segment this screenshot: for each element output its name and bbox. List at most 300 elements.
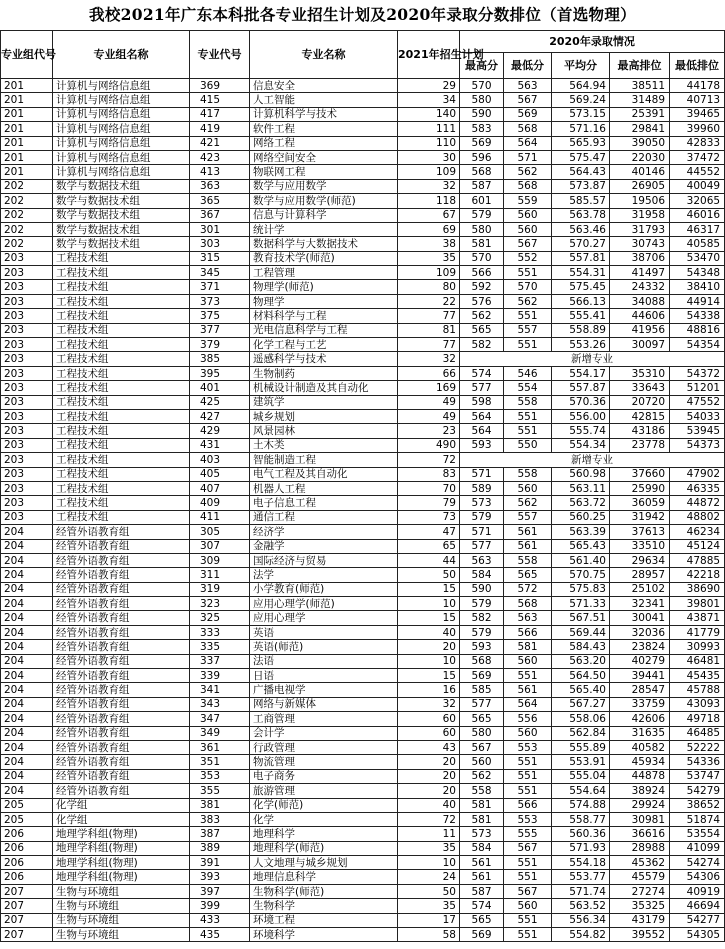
plan-cell: 60: [398, 726, 460, 740]
min-score-cell: 562: [504, 496, 552, 510]
plan-cell: 110: [398, 136, 460, 150]
max-rank-cell: 41497: [610, 266, 670, 280]
max-rank-cell: 28957: [610, 568, 670, 582]
major-code-cell: 363: [190, 179, 250, 193]
group-code-cell: 203: [1, 467, 53, 481]
max-rank-cell: 28988: [610, 841, 670, 855]
max-score-cell: 581: [460, 798, 504, 812]
table-row: [1, 79, 725, 93]
min-rank-cell: 41099: [670, 841, 725, 855]
group-code-cell: 204: [1, 654, 53, 668]
avg-score-cell: 563.72: [552, 496, 610, 510]
avg-score-cell: 556.00: [552, 409, 610, 423]
plan-cell: 16: [398, 683, 460, 697]
min-score-cell: 560: [504, 899, 552, 913]
avg-score-cell: 573.87: [552, 179, 610, 193]
max-rank-cell: 29841: [610, 122, 670, 136]
max-rank-cell: 29924: [610, 798, 670, 812]
group-name-cell: 工程技术组: [53, 251, 190, 265]
group-code-cell: 205: [1, 812, 53, 826]
avg-score-cell: 585.57: [552, 194, 610, 208]
min-score-cell: 566: [504, 798, 552, 812]
avg-score-cell: 563.39: [552, 525, 610, 539]
max-score-cell: 565: [460, 323, 504, 337]
group-name-cell: 经管外语教育组: [53, 712, 190, 726]
avg-score-cell: 575.47: [552, 150, 610, 164]
max-score-cell: 561: [460, 856, 504, 870]
min-rank-cell: 40049: [670, 179, 725, 193]
min-score-cell: 568: [504, 122, 552, 136]
table-row: [1, 194, 725, 208]
plan-cell: 44: [398, 553, 460, 567]
plan-cell: 11: [398, 827, 460, 841]
min-score-cell: 561: [504, 539, 552, 553]
avg-score-cell: 565.43: [552, 539, 610, 553]
avg-score-cell: 554.18: [552, 856, 610, 870]
min-score-cell: 558: [504, 467, 552, 481]
table-row: [1, 438, 725, 452]
max-rank-cell: 22030: [610, 150, 670, 164]
min-score-cell: 567: [504, 884, 552, 898]
max-rank-cell: 39050: [610, 136, 670, 150]
table-row: [1, 870, 725, 884]
group-code-cell: 206: [1, 841, 53, 855]
group-code-cell: 203: [1, 395, 53, 409]
group-code-cell: 204: [1, 525, 53, 539]
max-rank-cell: 38706: [610, 251, 670, 265]
major-code-cell: 367: [190, 208, 250, 222]
group-code-cell: 201: [1, 136, 53, 150]
group-code-cell: 207: [1, 884, 53, 898]
group-name-cell: 工程技术组: [53, 352, 190, 366]
table-row: [1, 222, 725, 236]
group-name-cell: 经管外语教育组: [53, 640, 190, 654]
min-rank-cell: 53470: [670, 251, 725, 265]
group-name-cell: 经管外语教育组: [53, 582, 190, 596]
plan-cell: 49: [398, 395, 460, 409]
min-rank-cell: 48816: [670, 323, 725, 337]
table-row: [1, 122, 725, 136]
max-score-cell: 580: [460, 726, 504, 740]
min-rank-cell: 46481: [670, 654, 725, 668]
max-score-cell: 592: [460, 280, 504, 294]
major-code-cell: 417: [190, 107, 250, 121]
plan-cell: 32: [398, 352, 460, 366]
group-code-cell: 204: [1, 683, 53, 697]
table-row: [1, 150, 725, 164]
min-score-cell: 558: [504, 395, 552, 409]
plan-cell: 109: [398, 266, 460, 280]
major-name-cell: 土木类: [250, 438, 398, 452]
table-row: [1, 338, 725, 352]
table-row: [1, 352, 725, 366]
max-rank-cell: 40146: [610, 165, 670, 179]
plan-cell: 20: [398, 640, 460, 654]
max-score-cell: 579: [460, 597, 504, 611]
major-code-cell: 335: [190, 640, 250, 654]
min-score-cell: 563: [504, 79, 552, 93]
max-score-cell: 579: [460, 208, 504, 222]
major-code-cell: 411: [190, 510, 250, 524]
group-name-cell: 数学与数据技术组: [53, 237, 190, 251]
major-code-cell: 377: [190, 323, 250, 337]
min-score-cell: 551: [504, 784, 552, 798]
max-score-cell: 571: [460, 525, 504, 539]
major-name-cell: 国际经济与贸易: [250, 553, 398, 567]
header-min-score: 最低分: [504, 53, 552, 79]
major-name-cell: 会计学: [250, 726, 398, 740]
major-name-cell: 数据科学与大数据技术: [250, 237, 398, 251]
group-code-cell: 204: [1, 726, 53, 740]
major-code-cell: 315: [190, 251, 250, 265]
major-code-cell: 337: [190, 654, 250, 668]
min-rank-cell: 44914: [670, 294, 725, 308]
avg-score-cell: 553.26: [552, 338, 610, 352]
table-row: [1, 381, 725, 395]
group-name-cell: 经管外语教育组: [53, 740, 190, 754]
group-name-cell: 工程技术组: [53, 438, 190, 452]
avg-score-cell: 563.46: [552, 222, 610, 236]
major-name-cell: 工程管理: [250, 266, 398, 280]
major-code-cell: 383: [190, 812, 250, 826]
table-row: [1, 467, 725, 481]
group-name-cell: 生物与环境组: [53, 884, 190, 898]
max-score-cell: 584: [460, 568, 504, 582]
min-rank-cell: 46317: [670, 222, 725, 236]
group-name-cell: 工程技术组: [53, 510, 190, 524]
max-rank-cell: 30743: [610, 237, 670, 251]
major-name-cell: 软件工程: [250, 122, 398, 136]
group-name-cell: 工程技术组: [53, 381, 190, 395]
page-title: 我校2021年广东本科批各专业招生计划及2020年录取分数排位（首选物理）: [89, 5, 636, 24]
min-score-cell: 551: [504, 669, 552, 683]
max-score-cell: 583: [460, 122, 504, 136]
min-score-cell: 558: [504, 553, 552, 567]
max-rank-cell: 34088: [610, 294, 670, 308]
min-score-cell: 553: [504, 740, 552, 754]
group-name-cell: 经管外语教育组: [53, 697, 190, 711]
header-major-code: 专业代号: [190, 31, 250, 79]
max-rank-cell: 24332: [610, 280, 670, 294]
max-rank-cell: 33510: [610, 539, 670, 553]
avg-score-cell: 571.93: [552, 841, 610, 855]
group-name-cell: 经管外语教育组: [53, 669, 190, 683]
group-code-cell: 204: [1, 712, 53, 726]
min-rank-cell: 46694: [670, 899, 725, 913]
group-code-cell: 204: [1, 784, 53, 798]
header-max-rank: 最高排位: [610, 53, 670, 79]
plan-cell: 111: [398, 122, 460, 136]
max-rank-cell: 27274: [610, 884, 670, 898]
group-code-cell: 201: [1, 93, 53, 107]
major-name-cell: 法学: [250, 568, 398, 582]
max-score-cell: 569: [460, 669, 504, 683]
group-name-cell: 经管外语教育组: [53, 784, 190, 798]
group-name-cell: 计算机与网络信息组: [53, 93, 190, 107]
group-code-cell: 206: [1, 827, 53, 841]
avg-score-cell: 571.16: [552, 122, 610, 136]
min-rank-cell: 52222: [670, 740, 725, 754]
table-row: [1, 481, 725, 495]
group-code-cell: 201: [1, 165, 53, 179]
min-score-cell: 551: [504, 856, 552, 870]
table-row: [1, 179, 725, 193]
min-score-cell: 567: [504, 841, 552, 855]
table-row: [1, 669, 725, 683]
table-row: [1, 395, 725, 409]
major-code-cell: 305: [190, 525, 250, 539]
max-score-cell: 561: [460, 870, 504, 884]
min-score-cell: 560: [504, 208, 552, 222]
plan-cell: 20: [398, 755, 460, 769]
plan-cell: 80: [398, 280, 460, 294]
min-score-cell: 566: [504, 625, 552, 639]
min-rank-cell: 46485: [670, 726, 725, 740]
group-code-cell: 203: [1, 409, 53, 423]
min-rank-cell: 54033: [670, 409, 725, 423]
major-name-cell: 通信工程: [250, 510, 398, 524]
plan-cell: 20: [398, 769, 460, 783]
max-score-cell: 590: [460, 107, 504, 121]
group-code-cell: 204: [1, 625, 53, 639]
min-score-cell: 551: [504, 409, 552, 423]
group-name-cell: 经管外语教育组: [53, 568, 190, 582]
major-code-cell: 343: [190, 697, 250, 711]
group-code-cell: 204: [1, 640, 53, 654]
table-row: [1, 93, 725, 107]
group-code-cell: 203: [1, 496, 53, 510]
group-name-cell: 数学与数据技术组: [53, 194, 190, 208]
avg-score-cell: 569.24: [552, 93, 610, 107]
group-name-cell: 工程技术组: [53, 453, 190, 467]
min-rank-cell: 48802: [670, 510, 725, 524]
max-score-cell: 577: [460, 539, 504, 553]
max-rank-cell: 25391: [610, 107, 670, 121]
avg-score-cell: 567.51: [552, 611, 610, 625]
min-rank-cell: 39801: [670, 597, 725, 611]
table-row: [1, 424, 725, 438]
min-score-cell: 562: [504, 294, 552, 308]
min-score-cell: 568: [504, 597, 552, 611]
group-name-cell: 工程技术组: [53, 323, 190, 337]
group-name-cell: 地理学科组(物理): [53, 856, 190, 870]
group-code-cell: 203: [1, 251, 53, 265]
group-code-cell: 204: [1, 539, 53, 553]
min-rank-cell: 53554: [670, 827, 725, 841]
group-code-cell: 202: [1, 194, 53, 208]
min-score-cell: 556: [504, 712, 552, 726]
min-rank-cell: 40919: [670, 884, 725, 898]
plan-cell: 140: [398, 107, 460, 121]
major-name-cell: 环境科学: [250, 928, 398, 942]
group-code-cell: 204: [1, 697, 53, 711]
max-score-cell: 593: [460, 640, 504, 654]
group-name-cell: 计算机与网络信息组: [53, 150, 190, 164]
group-name-cell: 生物与环境组: [53, 928, 190, 942]
plan-cell: 72: [398, 453, 460, 467]
major-code-cell: 403: [190, 453, 250, 467]
min-score-cell: 559: [504, 194, 552, 208]
major-name-cell: 风景园林: [250, 424, 398, 438]
min-score-cell: 570: [504, 280, 552, 294]
max-rank-cell: 37613: [610, 525, 670, 539]
plan-cell: 43: [398, 740, 460, 754]
group-code-cell: 204: [1, 769, 53, 783]
group-name-cell: 工程技术组: [53, 366, 190, 380]
max-score-cell: 565: [460, 913, 504, 927]
avg-score-cell: 575.83: [552, 582, 610, 596]
avg-score-cell: 569.44: [552, 625, 610, 639]
max-rank-cell: 31793: [610, 222, 670, 236]
min-score-cell: 555: [504, 827, 552, 841]
max-rank-cell: 45579: [610, 870, 670, 884]
major-name-cell: 数学与应用数学(师范): [250, 194, 398, 208]
max-score-cell: 579: [460, 510, 504, 524]
min-score-cell: 557: [504, 510, 552, 524]
major-name-cell: 工商管理: [250, 712, 398, 726]
major-code-cell: 423: [190, 150, 250, 164]
min-rank-cell: 44552: [670, 165, 725, 179]
major-name-cell: 网络空间安全: [250, 150, 398, 164]
major-name-cell: 城乡规划: [250, 409, 398, 423]
table-row: [1, 266, 725, 280]
avg-score-cell: 556.34: [552, 913, 610, 927]
min-score-cell: 551: [504, 769, 552, 783]
table-row: [1, 568, 725, 582]
avg-score-cell: 567.27: [552, 697, 610, 711]
major-name-cell: 化学工程与工艺: [250, 338, 398, 352]
max-rank-cell: 36616: [610, 827, 670, 841]
min-score-cell: 567: [504, 237, 552, 251]
group-name-cell: 地理学科组(物理): [53, 841, 190, 855]
group-code-cell: 203: [1, 424, 53, 438]
group-code-cell: 204: [1, 740, 53, 754]
major-code-cell: 333: [190, 625, 250, 639]
min-rank-cell: 54354: [670, 338, 725, 352]
major-code-cell: 397: [190, 884, 250, 898]
table-row: [1, 625, 725, 639]
table-row: [1, 740, 725, 754]
min-rank-cell: 45435: [670, 669, 725, 683]
header-major-name: 专业名称: [250, 31, 398, 79]
major-code-cell: 435: [190, 928, 250, 942]
max-score-cell: 564: [460, 424, 504, 438]
min-rank-cell: 41779: [670, 625, 725, 639]
major-name-cell: 化学: [250, 812, 398, 826]
table-row: [1, 366, 725, 380]
major-name-cell: 英语: [250, 625, 398, 639]
major-name-cell: 智能制造工程: [250, 453, 398, 467]
max-rank-cell: 31489: [610, 93, 670, 107]
plan-cell: 30: [398, 150, 460, 164]
max-score-cell: 582: [460, 611, 504, 625]
major-name-cell: 物理学(师范): [250, 280, 398, 294]
plan-cell: 15: [398, 669, 460, 683]
plan-cell: 118: [398, 194, 460, 208]
min-rank-cell: 54348: [670, 266, 725, 280]
major-name-cell: 生物制药: [250, 366, 398, 380]
max-rank-cell: 32036: [610, 625, 670, 639]
group-code-cell: 203: [1, 294, 53, 308]
major-code-cell: 303: [190, 237, 250, 251]
avg-score-cell: 571.33: [552, 597, 610, 611]
group-name-cell: 工程技术组: [53, 496, 190, 510]
major-name-cell: 生物科学: [250, 899, 398, 913]
group-code-cell: 202: [1, 179, 53, 193]
major-code-cell: 395: [190, 366, 250, 380]
max-score-cell: 580: [460, 222, 504, 236]
max-score-cell: 580: [460, 93, 504, 107]
table-row: [1, 856, 725, 870]
table-row: [1, 755, 725, 769]
group-code-cell: 204: [1, 597, 53, 611]
min-score-cell: 551: [504, 266, 552, 280]
group-code-cell: 207: [1, 899, 53, 913]
avg-score-cell: 575.45: [552, 280, 610, 294]
min-score-cell: 551: [504, 870, 552, 884]
min-score-cell: 565: [504, 568, 552, 582]
header-section-2020: 2020年录取情况: [460, 31, 725, 53]
min-rank-cell: 54372: [670, 366, 725, 380]
major-name-cell: 英语(师范): [250, 640, 398, 654]
avg-score-cell: 570.75: [552, 568, 610, 582]
max-rank-cell: 19506: [610, 194, 670, 208]
major-code-cell: 413: [190, 165, 250, 179]
plan-cell: 35: [398, 251, 460, 265]
plan-cell: 10: [398, 597, 460, 611]
major-code-cell: 307: [190, 539, 250, 553]
min-rank-cell: 39960: [670, 122, 725, 136]
major-code-cell: 405: [190, 467, 250, 481]
min-rank-cell: 54306: [670, 870, 725, 884]
group-name-cell: 工程技术组: [53, 481, 190, 495]
avg-score-cell: 570.27: [552, 237, 610, 251]
max-score-cell: 581: [460, 237, 504, 251]
group-name-cell: 经管外语教育组: [53, 683, 190, 697]
min-rank-cell: 45124: [670, 539, 725, 553]
group-name-cell: 工程技术组: [53, 266, 190, 280]
group-name-cell: 生物与环境组: [53, 913, 190, 927]
min-score-cell: 572: [504, 582, 552, 596]
group-code-cell: 205: [1, 798, 53, 812]
group-code-cell: 207: [1, 913, 53, 927]
min-score-cell: 553: [504, 812, 552, 826]
plan-cell: 79: [398, 496, 460, 510]
max-rank-cell: 29634: [610, 553, 670, 567]
major-name-cell: 地理科学(师范): [250, 841, 398, 855]
group-name-cell: 工程技术组: [53, 467, 190, 481]
plan-cell: 17: [398, 913, 460, 927]
max-rank-cell: 45934: [610, 755, 670, 769]
major-code-cell: 371: [190, 280, 250, 294]
max-rank-cell: 38511: [610, 79, 670, 93]
max-score-cell: 564: [460, 409, 504, 423]
max-score-cell: 567: [460, 740, 504, 754]
max-score-cell: 570: [460, 79, 504, 93]
max-rank-cell: 35310: [610, 366, 670, 380]
major-name-cell: 应用心理学: [250, 611, 398, 625]
plan-cell: 60: [398, 712, 460, 726]
max-rank-cell: 30981: [610, 812, 670, 826]
min-rank-cell: 30993: [670, 640, 725, 654]
major-name-cell: 材料科学与工程: [250, 309, 398, 323]
max-rank-cell: 20720: [610, 395, 670, 409]
min-rank-cell: 39465: [670, 107, 725, 121]
major-name-cell: 电气工程及其自动化: [250, 467, 398, 481]
min-score-cell: 550: [504, 438, 552, 452]
group-name-cell: 工程技术组: [53, 309, 190, 323]
group-code-cell: 202: [1, 222, 53, 236]
